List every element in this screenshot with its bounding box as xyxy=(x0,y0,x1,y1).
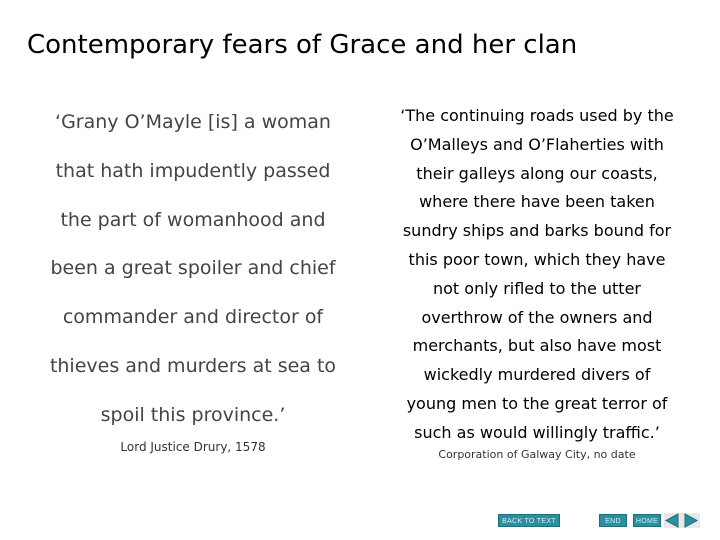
drury-quote xyxy=(28,98,358,440)
quote-line: ‘Grany O’Mayle [is] a woman xyxy=(55,111,331,133)
galway-quote xyxy=(372,102,702,448)
quote-line: commander and director of xyxy=(62,306,324,329)
galway-attribution: Corporation of Galway City, no date xyxy=(438,448,636,461)
back-to-text-button[interactable]: BACK TO TEXT xyxy=(498,514,560,527)
home-button[interactable]: HOME xyxy=(633,514,661,527)
end-button[interactable]: END xyxy=(599,514,627,527)
quote-line: sundry ships and barks bound for xyxy=(402,221,672,241)
quote-line: been a great spoiler and chief xyxy=(50,257,336,280)
triangle-right-icon[interactable] xyxy=(683,513,699,528)
quote-line: their galleys along our coasts, xyxy=(416,163,658,183)
triangle-left-icon[interactable] xyxy=(664,513,680,528)
quote-line: overthrow of the owners and xyxy=(421,307,653,327)
quote-line: merchants, but also have most xyxy=(412,336,662,356)
quote-line: not only rifled to the utter xyxy=(432,278,641,298)
quote-line: where there have been taken xyxy=(419,192,655,212)
quote-line: wickedly murdered divers of xyxy=(423,365,651,385)
quote-line: this poor town, which they have xyxy=(408,249,666,269)
quote-line: such as would willingly traffic.’ xyxy=(414,422,660,442)
quote-line: the part of womanhood and xyxy=(60,208,326,231)
slide-title: Contemporary fears of Grace and her clan xyxy=(27,30,578,60)
quote-line: ‘The continuing roads used by the xyxy=(400,106,674,125)
quote-line: thieves and murders at sea to xyxy=(49,354,337,377)
quote-line: young men to the great terror of xyxy=(406,393,668,413)
quote-line: that hath impudently passed xyxy=(55,159,331,182)
quote-line: O’Malleys and O’Flaherties with xyxy=(410,134,664,154)
drury-attribution: Lord Justice Drury, 1578 xyxy=(120,440,266,454)
quote-line: spoil this province.’ xyxy=(100,403,286,426)
